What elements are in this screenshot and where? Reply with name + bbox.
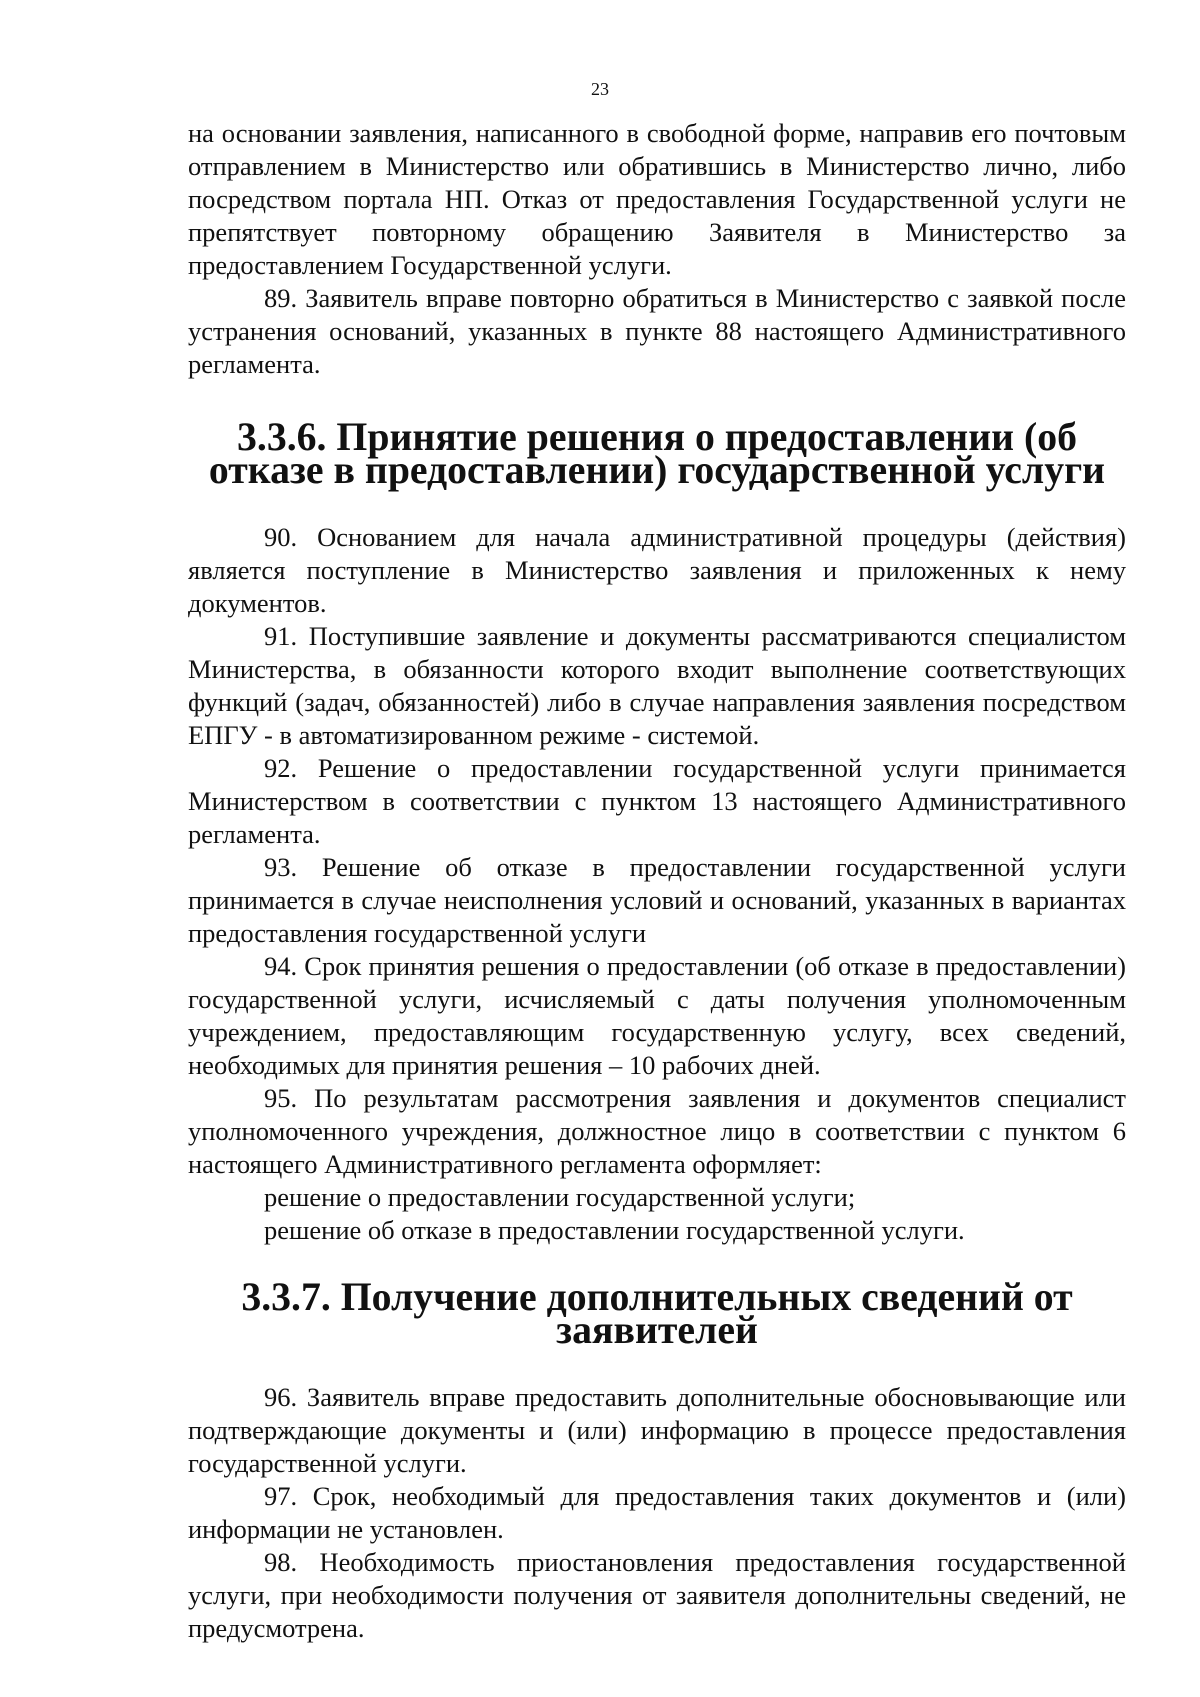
document-body — [188, 117, 1126, 1645]
page-number: 23 — [591, 79, 609, 99]
paragraph-91: 91. Поступившие заявление и документы рассматриваются специалистом Министерства, в обязанности которого входит выполнение соответствующих функций (задач, обязанностей) либо в случае направления заявления посредством ЕПГУ - в автоматизированном режиме - системой. — [188, 621, 1126, 750]
paragraph-96: 96. Заявитель вправе предоставить дополнительные обосновывающие или подтверждающие документы и (или) информацию в процессе предоставления государственной услуги. — [188, 1382, 1126, 1478]
list-item-approval: решение о предоставлении государственной услуги; — [264, 1182, 856, 1212]
paragraph-continuation: на основании заявления, написанного в свободной форме, направив его почтовым отправлением в Министерство или обратившись в Министерство лично, либо посредством портала НП. Отказ от предоставления Государственной услуги не препятствует повторному обращению Заявителя в Министерство за предоставлением Государственной услуги. — [188, 118, 1126, 280]
paragraph-97: 97. Срок, необходимый для предоставления таких документов и (или) информации не установлен. — [188, 1481, 1126, 1544]
paragraph-92: 92. Решение о предоставлении государственной услуги принимается Министерством в соответствии с пунктом 13 настоящего Административного регламента. — [188, 753, 1126, 849]
section-heading-3-3-7: 3.3.7. Получение дополнительных сведений от заявителей — [241, 1275, 1073, 1352]
paragraph-89: 89. Заявитель вправе повторно обратиться в Министерство с заявкой после устранения оснований, указанных в пункте 88 настоящего Административного регламента. — [188, 283, 1126, 379]
paragraph-90: 90. Основанием для начала административной процедуры (действия) является поступление в Министерство заявления и приложенных к нему документов. — [188, 522, 1126, 618]
paragraph-98: 98. Необходимость приостановления предоставления государственной услуги, при необходимости получения от заявителя дополнительны сведений, не предусмотрена. — [188, 1547, 1126, 1643]
list-item-refusal: решение об отказе в предоставлении государственной услуги. — [264, 1215, 965, 1245]
section-heading-3-3-6: 3.3.6. Принятие решения о предоставлении (об отказе в предоставлении) государственной услуги — [208, 415, 1106, 492]
paragraph-93: 93. Решение об отказе в предоставлении государственной услуги принимается в случае неисполнения условий и оснований, указанных в вариантах предоставления государственной услуги — [188, 852, 1126, 948]
paragraph-94: 94. Срок принятия решения о предоставлении (об отказе в предоставлении) государственной услуги, исчисляемый с даты получения уполномоченным учреждением, предоставляющим государственную услугу, всех сведений, необходимых для принятия решения – 10 рабочих дней. — [188, 951, 1126, 1080]
paragraph-95: 95. По результатам рассмотрения заявления и документов специалист уполномоченного учреждения, должностное лицо в соответствии с пунктом 6 настоящего Административного регламента оформляет: — [188, 1083, 1126, 1179]
